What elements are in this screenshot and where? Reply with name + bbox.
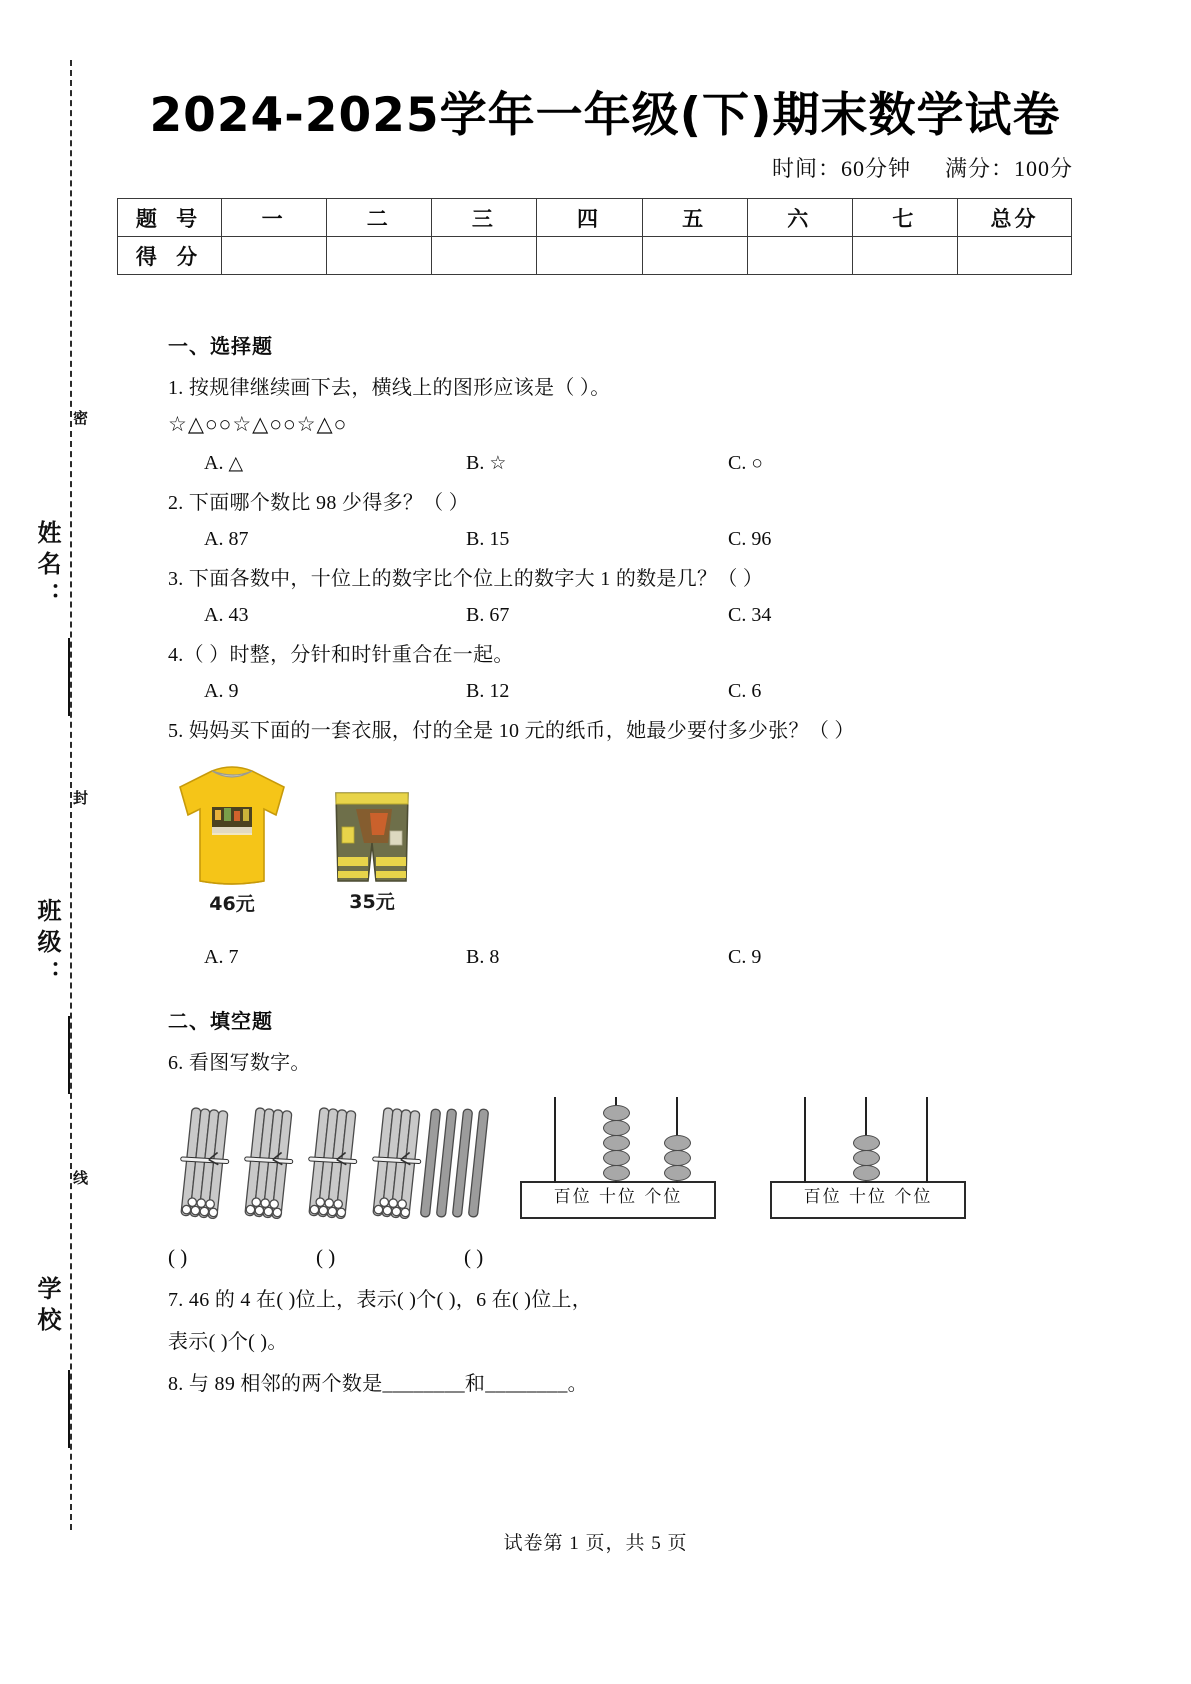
question-7-line-2 [168,1332,1028,1352]
option-5-c-label: C. [728,946,747,968]
question-6 [168,1053,1028,1073]
question-2-number: 2. [168,492,184,514]
option-5-b-value: 8 [489,946,500,968]
score-cell-4[interactable] [537,237,642,275]
class-write-rule [68,1016,70,1094]
exam-meta [772,152,1073,183]
option-3-c-label: C. [728,604,747,626]
option-5-b[interactable] [466,947,728,967]
option-1-a-label: A. [204,452,224,474]
question-4-options [168,681,1028,701]
bead-tens-1-4 [603,1150,630,1166]
col-2: 二 [327,199,432,237]
shorts-item [326,787,418,912]
question-3 [168,569,1028,589]
place-label-tens-2: 十位 [849,1187,887,1207]
option-2-c[interactable] [728,529,771,549]
bead-ones-1-1 [664,1135,691,1151]
page-footer: 试卷第 1 页，共 5 页 [503,1533,688,1554]
option-4-a-label: A. [204,680,224,702]
shorts-price: 35元 [349,891,395,913]
option-1-b[interactable] [466,453,728,473]
answer-blank-6-2[interactable]: ( ) [316,1245,336,1269]
score-cell-1[interactable] [222,237,327,275]
question-1-options [168,453,1028,473]
field-label-name: 姓名： [33,520,61,613]
question-1-number: 1. [168,377,184,399]
place-label-tens-1: 十位 [599,1187,637,1207]
bead-ones-1-3 [664,1165,691,1181]
rod-ones-2 [926,1097,928,1183]
section-heading-fill: 二、填空题 [168,1009,273,1033]
question-5-options [168,947,1028,967]
option-1-c-label: C. [728,452,747,474]
option-1-c-value: ○ [751,453,763,474]
question-7-number: 7. [168,1289,184,1311]
option-5-a[interactable] [204,947,466,967]
question-2-text: 下面哪个数比 98 少得多？（ ） [188,492,470,514]
option-2-a[interactable] [204,529,466,549]
answer-blank-6-3[interactable]: ( ) [464,1245,484,1269]
name-write-rule [68,638,70,716]
option-2-b[interactable] [466,529,728,549]
col-4: 四 [537,199,642,237]
question-1 [168,378,1028,398]
exam-body [168,336,1028,1410]
question-5 [168,721,1028,741]
place-label-hundreds-2: 百位 [803,1187,842,1207]
table-row-question-numbers [118,199,1072,237]
question-4-number: 4. [168,644,184,666]
question-6-number: 6. [168,1052,184,1074]
option-4-b[interactable] [466,681,728,701]
question-1-pattern: ☆△○○☆△○○☆△○ [168,412,348,436]
sweater-item [172,761,292,914]
option-2-c-label: C. [728,528,747,550]
table-row-scores [118,237,1072,275]
question-8-number: 8. [168,1373,184,1395]
field-label-class: 班级： [33,898,61,991]
counting-sticks-icon [168,1107,498,1227]
option-3-b-label: B. [466,604,485,626]
option-3-c-value: 34 [751,604,772,626]
bead-tens-2-3 [853,1165,880,1181]
option-1-b-value: ☆ [489,453,507,474]
time-limit: 时间：60分钟 [771,156,911,181]
option-3-b[interactable] [466,605,728,625]
place-value-box-2 [770,1181,966,1219]
question-3-text: 下面各数中，十位上的数字比个位上的数字大 1 的数是几？（ ） [188,568,764,590]
option-4-a-value: 9 [228,680,239,702]
option-1-a-value: △ [228,453,244,474]
score-table [117,198,1072,275]
question-4-text: （ ）时整，分针和时针重合在一起。 [183,644,514,666]
bead-tens-2-2 [853,1150,880,1166]
option-1-a[interactable] [204,453,466,473]
place-value-box-1 [520,1181,716,1219]
bead-tens-1-3 [603,1135,630,1151]
option-3-a-value: 43 [228,604,249,626]
section-heading-choice: 一、选择题 [168,334,273,358]
option-1-b-label: B. [466,452,485,474]
option-5-c[interactable] [728,947,761,967]
question-3-number: 3. [168,568,184,590]
question-2-options [168,529,1028,549]
school-write-rule [68,1370,70,1448]
option-5-c-value: 9 [751,946,762,968]
question-6-answer-blanks [168,1247,1028,1268]
full-score: 满分：100分 [944,156,1073,181]
question-3-options [168,605,1028,625]
place-label-ones-1: 个位 [644,1187,683,1207]
question-6-figure [168,1089,1028,1241]
field-label-school: 学校 [33,1276,61,1338]
question-7-line-1 [168,1290,1028,1310]
option-5-a-value: 7 [228,946,239,968]
sweater-price: 46元 [209,893,255,915]
question-7-text-line2: 表示( )个( )。 [168,1331,288,1353]
seal-mark-xian: 线 [71,1170,89,1187]
option-4-c[interactable] [728,681,761,701]
option-1-c[interactable] [728,453,763,473]
seal-mark-feng: 封 [71,790,89,807]
seal-margin [22,370,132,1490]
option-5-a-label: A. [204,946,224,968]
seal-mark-mi: 密 [71,410,89,427]
bead-tens-1-5 [603,1165,630,1181]
row-label-score: 得 分 [118,237,222,275]
answer-blank-6-1[interactable]: ( ) [168,1245,188,1269]
rod-hundreds-2 [804,1097,806,1183]
option-3-a[interactable] [204,605,466,625]
score-cell-5[interactable] [642,237,747,275]
col-7: 七 [852,199,957,237]
shorts-icon [326,787,418,887]
col-6: 六 [747,199,852,237]
option-3-b-value: 67 [489,604,510,626]
col-1: 一 [222,199,327,237]
place-label-ones-2: 个位 [894,1187,933,1207]
sweater-icon [172,761,292,889]
row-label-question-no: 题 号 [118,199,222,237]
option-2-b-label: B. [466,528,485,550]
option-3-c[interactable] [728,605,771,625]
rod-hundreds-1 [554,1097,556,1183]
question-8-text: 与 89 相邻的两个数是________和________。 [188,1373,588,1395]
option-4-b-label: B. [466,680,485,702]
option-5-b-label: B. [466,946,485,968]
option-4-a[interactable] [204,681,466,701]
bead-ones-1-2 [664,1150,691,1166]
question-1-text: 按规律继续画下去，横线上的图形应该是（ ）。 [188,377,611,399]
col-5: 五 [642,199,747,237]
question-8 [168,1374,1028,1394]
col-total: 总分 [958,199,1072,237]
question-5-text: 妈妈买下面的一套衣服，付的全是 10 元的纸币，她最少要付多少张？（ ） [188,720,855,742]
score-cell-total[interactable] [958,237,1072,275]
score-cell-6[interactable] [747,237,852,275]
option-2-b-value: 15 [489,528,510,550]
score-cell-2[interactable] [327,237,432,275]
question-5-number: 5. [168,720,184,742]
question-4 [168,645,1028,665]
option-2-a-label: A. [204,528,224,550]
bead-tens-2-1 [853,1135,880,1151]
question-2 [168,493,1028,513]
question-7-text-line1: 46 的 4 在( )位上，表示( )个( )，6 在( )位上， [188,1289,593,1311]
place-label-hundreds-1: 百位 [553,1187,592,1207]
option-4-c-label: C. [728,680,747,702]
option-2-a-value: 87 [228,528,249,550]
option-2-c-value: 96 [751,528,772,550]
bead-tens-1-1 [603,1105,630,1121]
bead-tens-1-2 [603,1120,630,1136]
score-cell-7[interactable] [852,237,957,275]
question-5-figure [168,757,1028,927]
col-3: 三 [432,199,537,237]
page-title: 2024-2025学年一年级(下)期末数学试卷 [149,88,1061,143]
option-4-c-value: 6 [751,680,762,702]
option-4-b-value: 12 [489,680,510,702]
score-cell-3[interactable] [432,237,537,275]
question-6-text: 看图写数字。 [188,1052,311,1074]
option-3-a-label: A. [204,604,224,626]
